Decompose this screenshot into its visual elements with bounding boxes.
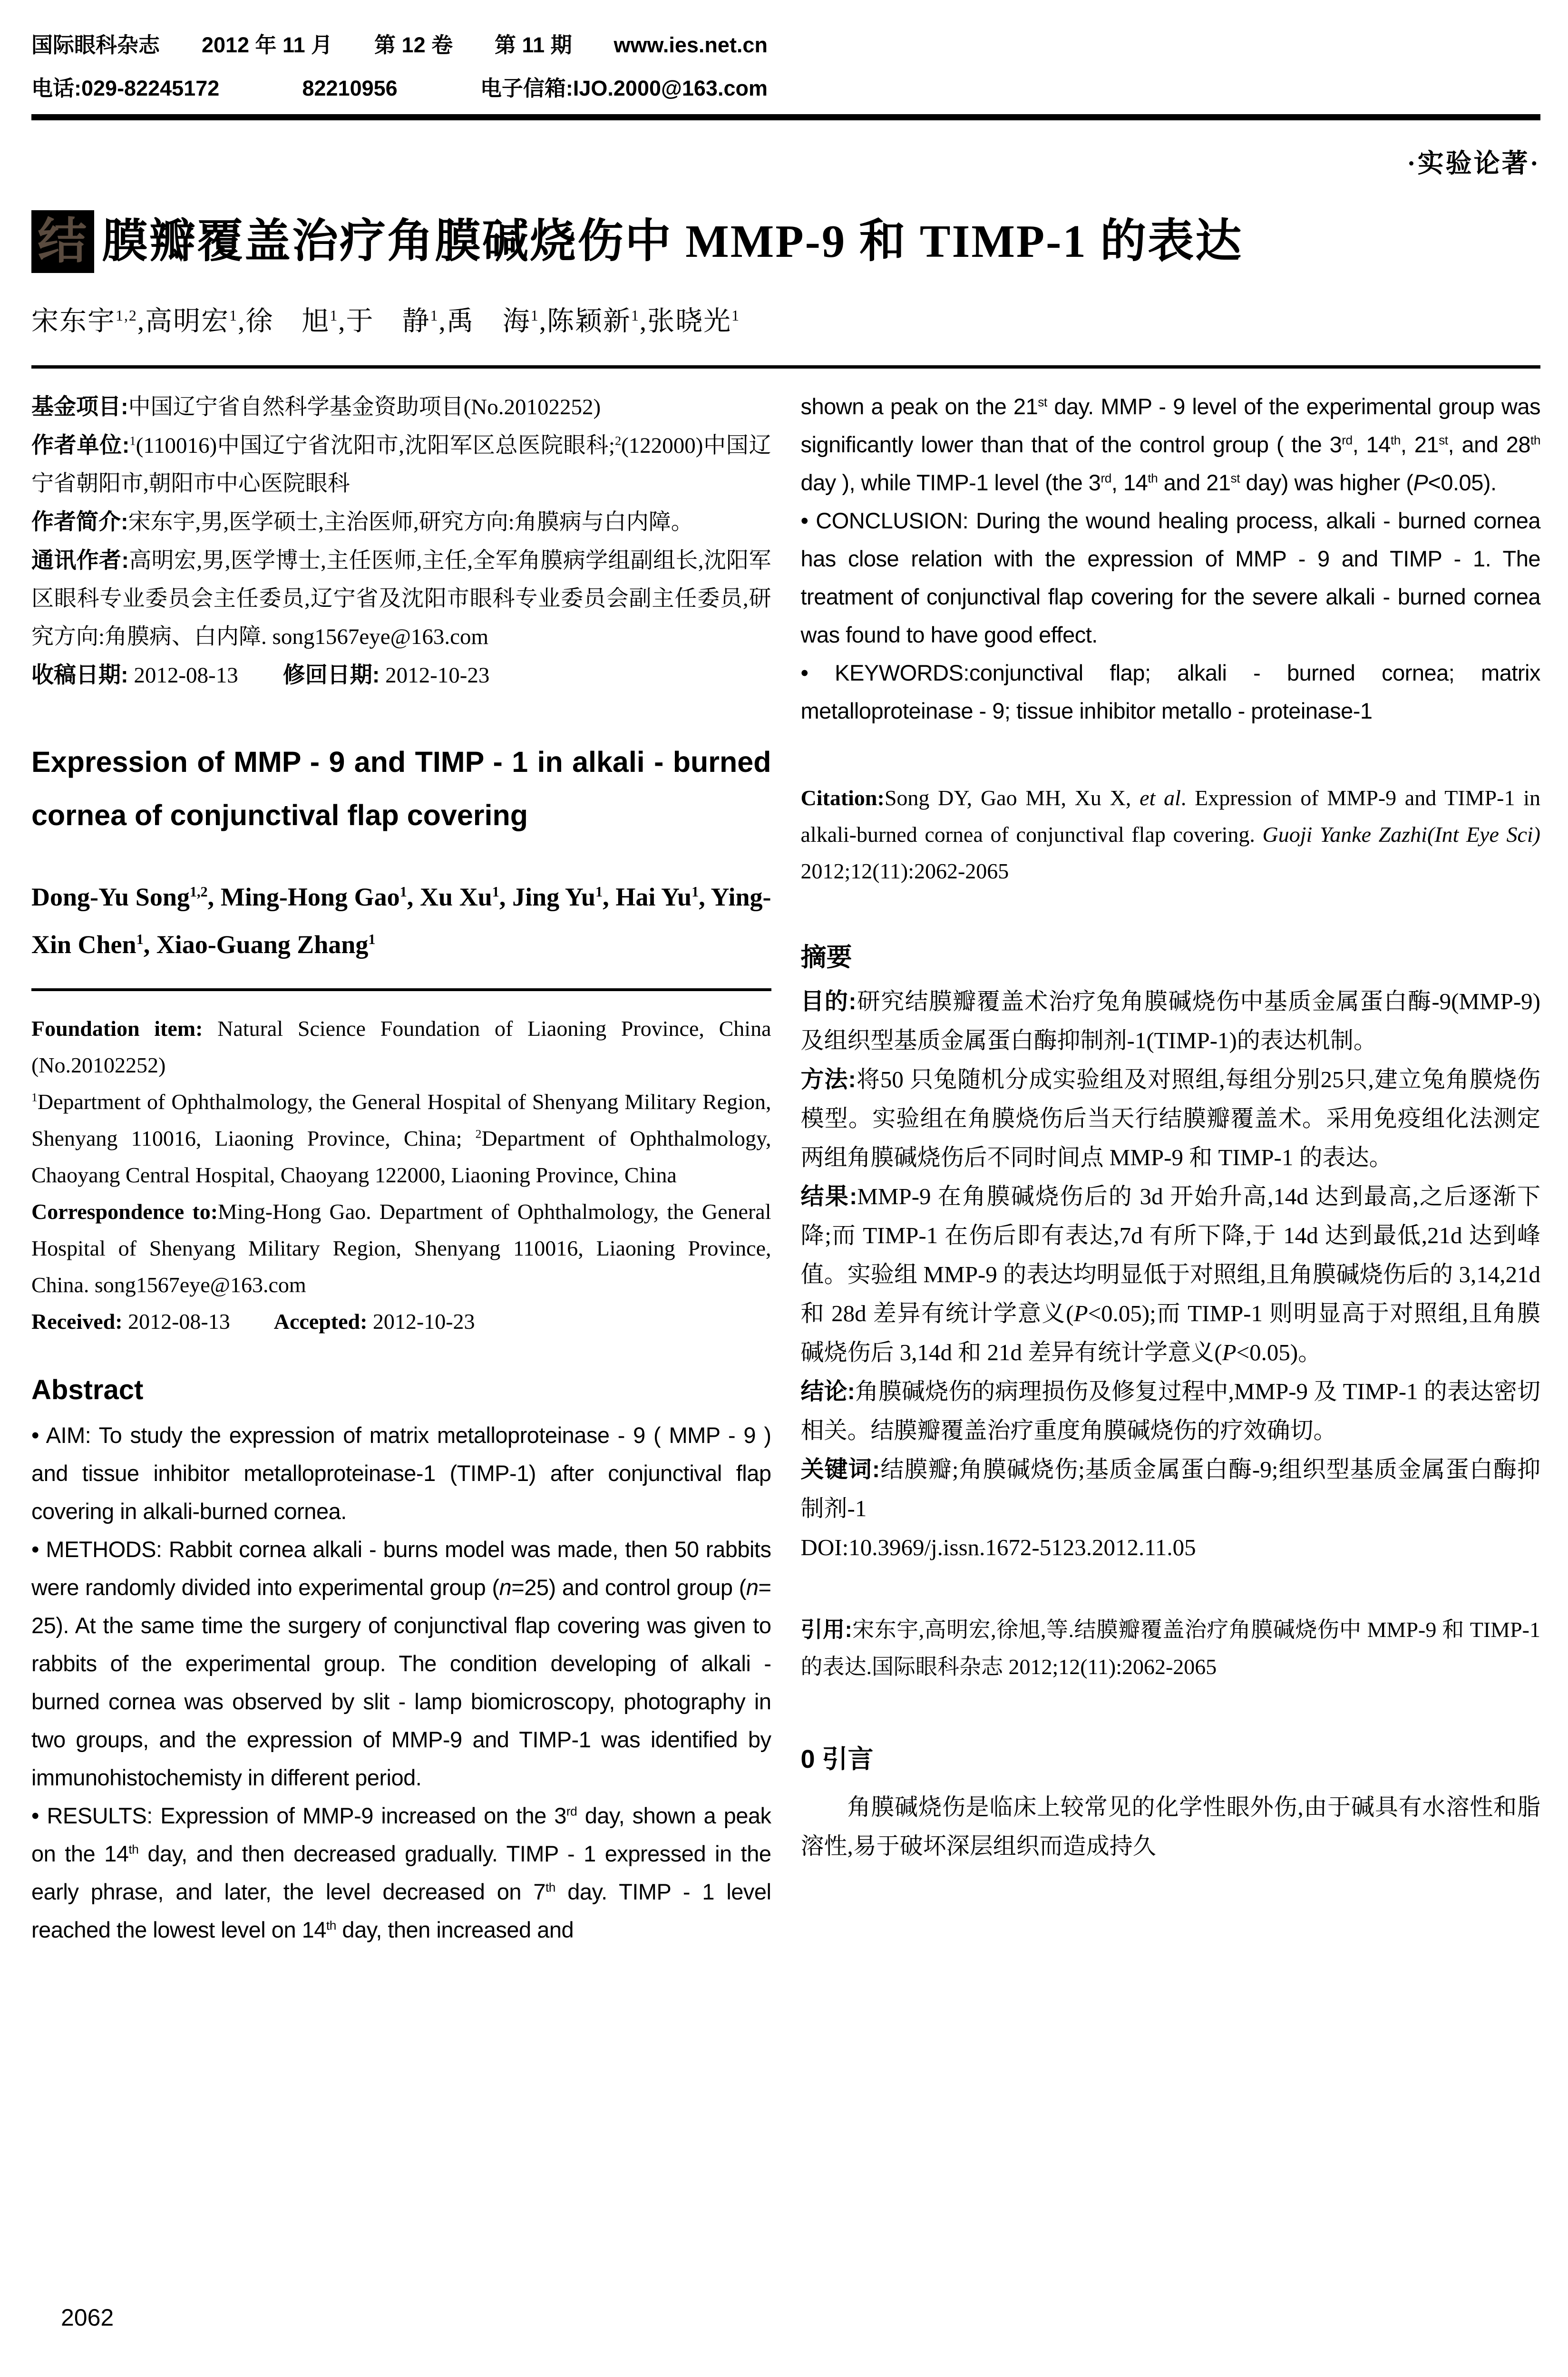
title-separator-rule	[31, 365, 1540, 369]
journal-phone-2: 82210956	[302, 76, 398, 100]
abstract-block	[31, 1416, 771, 1949]
doi-line: DOI:10.3969/j.issn.1672-5123.2012.11.05	[800, 1534, 1196, 1560]
journal-phone: 电话:029-82245172	[31, 76, 220, 100]
chinese-footnote-block	[31, 388, 771, 694]
header-line-1	[31, 28, 768, 58]
received-revised-dates-cn: 收稿日期: 2012-08-13 修回日期: 2012-10-23	[31, 662, 490, 688]
abstract-keywords: • KEYWORDS:conjunctival flap; alkali - burned cornea; matrix metalloproteinase - 9; tissue inhibitor metallo - proteinase-1	[800, 660, 1540, 723]
foundation-item: Foundation item: Natural Science Foundation of Liaoning Province, China (No.20102252)	[31, 1016, 771, 1077]
received-accepted-dates-en: Received: 2012-08-13 Accepted: 2012-10-23	[31, 1309, 475, 1334]
introduction-paragraph: 角膜碱烧伤是临床上较常见的化学性眼外伤,由于碱具有水溶性和脂溶性,易于破坏深层组织而造成持久	[800, 1794, 1540, 1859]
journal-name: 国际眼科杂志	[31, 33, 160, 57]
chinese-abstract-heading: 摘要	[800, 943, 852, 972]
left-column	[31, 388, 771, 1949]
title-dropcap: 结	[31, 210, 94, 273]
author-bio-note: 作者简介:宋东宇,男,医学硕士,主治医师,研究方向:角膜病与白内障。	[31, 509, 693, 535]
introduction-block	[801, 1788, 1541, 1866]
abstract-results-part2: shown a peak on the 21st day. MMP - 9 level of the experimental group was significantly lower than that of the control group ( the 3rd, 14th, 21st, and 28th day ), while TIMP-1 level (the 3rd, 14th and 21st day) was higher (P<0.05).	[800, 394, 1540, 495]
journal-volume: 第 12 卷	[374, 33, 453, 57]
journal-website: www.ies.net.cn	[614, 33, 768, 57]
authors-cn: 宋东宇$^{1,2}$,高明宏$^1$,徐 旭$^1$,于 静$^1$,禹 海$^1$,陈颖新$^1$,张晓光$^1$	[31, 306, 740, 336]
footnote-rule	[31, 988, 771, 991]
chinese-keywords: 关键词:结膜瓣;角膜碱烧伤;基质金属蛋白酶-9;组织型基质金属蛋白酶抑制剂-1	[800, 1456, 1540, 1521]
abstract-aim: • AIM: To study the expression of matrix metalloproteinase - 9 ( MMP - 9 ) and tissue inhibitor metalloproteinase-1 (TIMP-1) after conjunctival flap covering in alkali-burned cornea.	[31, 1422, 771, 1524]
header-rule	[31, 114, 1540, 120]
funding-note: 基金项目:中国辽宁省自然科学基金资助项目(No.20102252)	[31, 394, 601, 419]
affiliations-en: $^1$Department of Ophthalmology, the General Hospital of Shenyang Military Region, Shenyang 110016, Liaoning Province, China; $^2$Department of Ophthalmology, Chaoyang Central Hospital, Chaoyang 122000, Liaoning Province, China	[31, 1090, 771, 1187]
title-text: 膜瓣覆盖治疗角膜碱烧伤中 MMP-9 和 TIMP-1 的表达	[102, 216, 1243, 267]
right-column	[801, 388, 1541, 1949]
header-line-2	[31, 71, 768, 102]
citation-cn: 引用:宋东宇,高明宏,徐旭,等.结膜瓣覆盖治疗角膜碱烧伤中 MMP-9 和 TIMP-1 的表达.国际眼科杂志 2012;12(11):2062-2065	[800, 1617, 1540, 1679]
introduction-heading: 0 引言	[800, 1745, 874, 1773]
abstract-methods: • METHODS: Rabbit cornea alkali - burns model was made, then 50 rabbits were randomly divided into experimental group (n=25) and control group (n= 25). At the same time the surgery of conjunctival flap covering was given to rabbits of the experimental group. The condition developing of alkali - burned cornea was observed by slit - lamp biomicroscopy, photography in two groups, and the expression of MMP-9 and TIMP-1 was identified by immunohistochemisty in different period.	[31, 1537, 771, 1790]
abstract-heading: Abstract	[31, 1374, 144, 1405]
chinese-abstract-conclusion: 结论:角膜碱烧伤的病理损伤及修复过程中,MMP-9 及 TIMP-1 的表达密切相关。结膜瓣覆盖治疗重度角膜碱烧伤的疗效确切。	[800, 1378, 1540, 1443]
correspondence-en: Correspondence to:Ming-Hong Gao. Department of Ophthalmology, the General Hospital of Shenyang Military Region, Shenyang 110016, Liaoning Province, China. song1567eye@163.com	[31, 1199, 771, 1297]
abstract-continued-block	[801, 388, 1541, 730]
journal-date: 2012 年 11 月	[201, 33, 333, 57]
two-column-body	[31, 388, 1540, 1949]
chinese-abstract-block	[801, 982, 1541, 1567]
journal-issue: 第 11 期	[495, 33, 572, 57]
article-title-en: Expression of MMP - 9 and TIMP - 1 in alkali - burned cornea of conjunctival flap covering	[31, 746, 771, 831]
chinese-abstract-results: 结果:MMP-9 在角膜碱烧伤后的 3d 开始升高,14d 达到最高,之后逐渐下降;而 TIMP-1 在伤后即有表达,7d 有所下降,于 14d 达到最低,21d 达到峰值。实验组 MMP-9 的表达均明显低于对照组,且角膜碱烧伤后的 3,14,21d 和 28d 差异有统计学意义(P<0.05);而 TIMP-1 则明显高于对照组,且角膜碱烧伤后 3,14d 和 21d 差异有统计学意义(P<0.05)。	[800, 1183, 1540, 1365]
abstract-results-part1: • RESULTS: Expression of MMP-9 increased on the 3rd day, shown a peak on the 14th day, and then decreased gradually. TIMP - 1 expressed in the early phrase, and later, the level decreased on 7th day. TIMP - 1 level reached the lowest level on 14th day, then increased and	[31, 1803, 771, 1942]
corresponding-author-note: 通讯作者:高明宏,男,医学博士,主任医师,主任,全军角膜病学组副组长,沈阳军区眼科专业委员会主任委员,辽宁省及沈阳市眼科专业委员会副主任委员,研究方向:角膜病、白内障. song1567eye@163.com	[31, 547, 771, 649]
page-number: 2062	[61, 2304, 114, 2331]
chinese-abstract-aim: 目的:研究结膜瓣覆盖术治疗兔角膜碱烧伤中基质金属蛋白酶-9(MMP-9)及组织型基质金属蛋白酶抑制剂-1(TIMP-1)的表达机制。	[800, 988, 1540, 1053]
article-type-label: ·实验论著·	[1407, 149, 1540, 178]
journal-header	[31, 28, 1540, 102]
abstract-conclusion: • CONCLUSION: During the wound healing process, alkali - burned cornea has close relation with the expression of MMP - 9 and TIMP - 1. The treatment of conjunctival flap covering for the severe alkali - burned cornea was found to have good effect.	[800, 508, 1540, 647]
chinese-abstract-methods: 方法:将50 只兔随机分成实验组及对照组,每组分别25只,建立兔角膜烧伤模型。实验组在角膜烧伤后当天行结膜瓣覆盖术。采用免疫组化法测定两组角膜碱烧伤后不同时间点 MMP-9 和 TIMP-1 的表达。	[800, 1066, 1540, 1170]
author-affiliation-note: 作者单位:$^1$(110016)中国辽宁省沈阳市,沈阳军区总医院眼科;$^2$(122000)中国辽宁省朝阳市,朝阳市中心医院眼科	[31, 432, 771, 496]
article-title-cn	[31, 210, 1540, 273]
journal-email: 电子信箱:IJO.2000@163.com	[480, 76, 768, 100]
citation-cn-block	[801, 1611, 1541, 1685]
authors-en: Dong-Yu Song$^{1,2}$, Ming-Hong Gao$^1$, Xu Xu$^1$, Jing Yu$^1$, Hai Yu$^1$, Ying-Xin Chen$^1$, Xiao-Guang Zhang$^1$	[31, 883, 771, 959]
foundation-block	[31, 1010, 771, 1340]
citation-en: Citation:Song DY, Gao MH, Xu X, et al. Expression of MMP-9 and TIMP-1 in alkali-burned cornea of conjunctival flap covering. Guoji Yanke Zazhi(Int Eye Sci) 2012;12(11):2062-2065	[800, 786, 1541, 883]
